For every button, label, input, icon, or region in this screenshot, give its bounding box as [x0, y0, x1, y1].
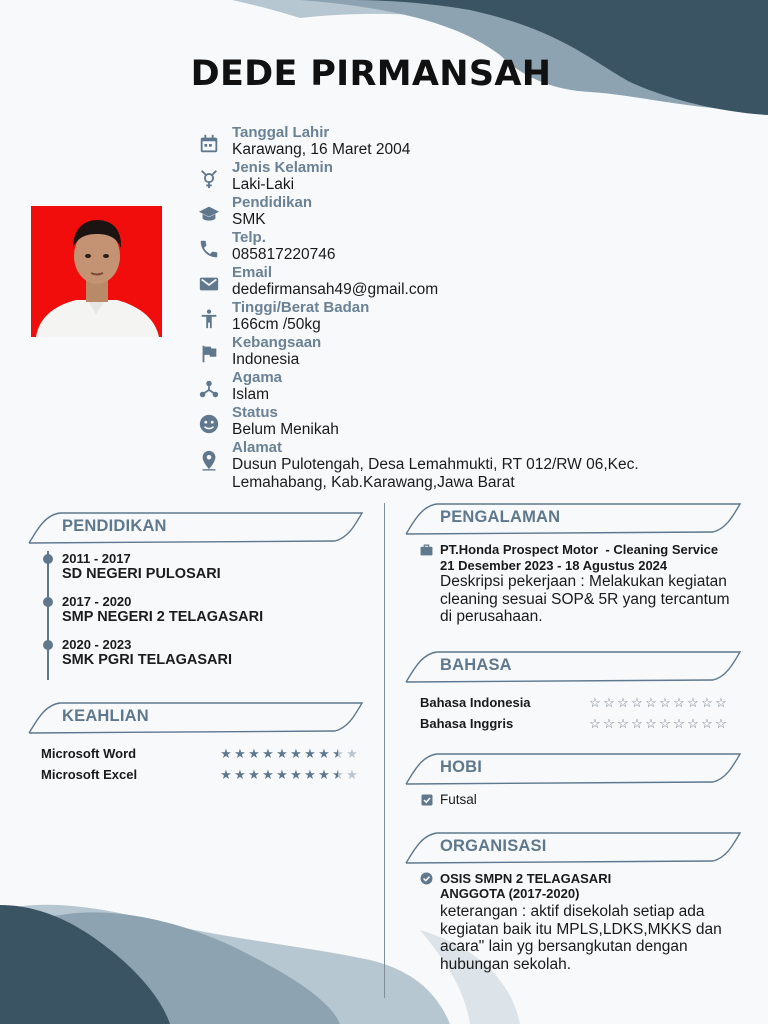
email-icon — [198, 273, 220, 295]
star-icon: ★ — [262, 767, 274, 782]
skill-name: Microsoft Excel — [41, 767, 138, 782]
personal-info — [198, 124, 758, 495]
star-icon: ★ — [332, 746, 344, 761]
star-icon: ☆ — [603, 716, 615, 731]
star-icon: ☆ — [631, 716, 643, 731]
star-icon: ☆ — [603, 695, 615, 710]
star-icon: ★ — [318, 746, 330, 761]
address-value: Dusun Pulotengah, Desa Lemahmukti, RT 012/RW 06,Kec. Lemahabang, Kab.Karawang,Jawa Barat — [232, 456, 639, 491]
info-value: Laki-Laki — [232, 176, 295, 193]
star-icon: ☆ — [631, 695, 643, 710]
skill-rating-stars — [219, 767, 359, 783]
experience-company: PT.Honda Prospect Motor - Cleaning Service — [440, 542, 719, 557]
education-item — [62, 551, 221, 582]
hobby-item: Futsal — [440, 792, 477, 807]
star-icon: ★ — [220, 767, 232, 782]
info-row-email — [198, 264, 758, 299]
section-title-education: PENDIDIKAN — [62, 517, 167, 535]
organization-name: OSIS SMPN 2 TELAGASARI — [440, 871, 612, 886]
star-icon: ☆ — [687, 695, 699, 710]
section-title-organization: ORGANISASI — [440, 837, 547, 855]
briefcase-icon — [420, 544, 433, 556]
info-row-religion — [198, 369, 758, 404]
skill-row — [41, 767, 366, 785]
language-name: Bahasa Indonesia — [420, 695, 531, 710]
language-name: Bahasa Inggris — [420, 716, 514, 731]
check-circle-icon — [420, 872, 433, 885]
info-value: dedefirmansah49@gmail.com — [232, 281, 439, 298]
info-label: Agama — [232, 369, 283, 386]
star-icon: ★ — [248, 767, 260, 782]
star-icon: ★ — [346, 746, 358, 761]
education-years: 2017 - 2020 — [62, 594, 132, 609]
phone-icon — [198, 238, 220, 260]
star-icon: ★ — [220, 746, 232, 761]
organization-description: keterangan : aktif disekolah setiap ada kegiatan baik itu MPLS,LDKS,MKKS dan acara" lain yg bersangkutan dengan hubungan sekolah. — [440, 903, 722, 973]
info-row-phone — [198, 229, 758, 264]
star-icon: ☆ — [659, 695, 671, 710]
star-icon: ★ — [276, 767, 288, 782]
info-row-education — [198, 194, 758, 229]
info-row-address — [198, 439, 758, 495]
star-icon: ☆ — [701, 695, 713, 710]
organization-role: ANGGOTA (2017-2020) — [440, 886, 580, 901]
info-label: Email — [232, 264, 273, 281]
star-icon: ★ — [234, 746, 246, 761]
section-title-languages: BAHASA — [440, 656, 512, 674]
star-icon: ☆ — [617, 716, 629, 731]
star-icon: ★ — [290, 746, 302, 761]
profile-photo — [31, 206, 162, 337]
education-years: 2020 - 2023 — [62, 637, 132, 652]
star-icon: ★ — [262, 746, 274, 761]
location-pin-icon — [198, 449, 220, 471]
gender-icon — [198, 168, 220, 190]
star-icon: ☆ — [589, 716, 601, 731]
star-icon: ☆ — [715, 716, 727, 731]
flag-icon — [198, 343, 220, 365]
info-row-status — [198, 404, 758, 439]
info-value: SMK — [232, 211, 266, 228]
skill-rating-stars — [219, 746, 359, 762]
info-label: Pendidikan — [232, 194, 313, 211]
info-row-gender — [198, 159, 758, 194]
star-icon: ★ — [318, 767, 330, 782]
info-row-birth — [198, 124, 758, 159]
section-title-experience: PENGALAMAN — [440, 508, 561, 526]
full-name: DEDE PIRMANSAH — [190, 54, 552, 94]
checkbox-icon — [421, 794, 433, 806]
language-rating-stars — [588, 695, 728, 711]
info-label: Kebangsaan — [232, 334, 322, 351]
language-rating-stars — [588, 716, 728, 732]
section-title-skills: KEAHLIAN — [62, 707, 149, 725]
star-icon: ★ — [234, 767, 246, 782]
info-label: Tanggal Lahir — [232, 124, 330, 141]
star-icon: ★ — [276, 746, 288, 761]
star-icon: ★ — [346, 767, 358, 782]
info-label: Telp. — [232, 229, 266, 246]
info-value: Karawang, 16 Maret 2004 — [232, 141, 411, 158]
skill-name: Microsoft Word — [41, 746, 137, 761]
star-icon: ☆ — [701, 716, 713, 731]
address-label: Alamat — [232, 439, 283, 456]
star-icon: ★ — [332, 767, 344, 782]
person-icon — [198, 308, 220, 330]
education-years: 2011 - 2017 — [62, 551, 131, 566]
education-school: SD NEGERI PULOSARI — [62, 566, 221, 582]
info-value: 166cm /50kg — [232, 316, 321, 333]
star-icon: ★ — [304, 746, 316, 761]
section-title-hobby: HOBI — [440, 758, 483, 776]
graduation-cap-icon — [198, 203, 220, 225]
info-value: 085817220746 — [232, 246, 336, 263]
info-label: Status — [232, 404, 278, 421]
education-item — [62, 637, 232, 668]
network-icon — [198, 378, 220, 400]
star-icon: ☆ — [659, 716, 671, 731]
info-value: Islam — [232, 386, 270, 403]
info-value: Indonesia — [232, 351, 300, 368]
education-school: SMP NEGERI 2 TELAGASARI — [62, 609, 264, 625]
star-icon: ☆ — [673, 716, 685, 731]
star-icon: ★ — [304, 767, 316, 782]
star-icon: ☆ — [687, 716, 699, 731]
info-row-body — [198, 299, 758, 334]
info-row-nationality — [198, 334, 758, 369]
experience-period: 21 Desember 2023 - 18 Agustus 2024 — [440, 558, 668, 573]
mood-icon — [198, 413, 220, 435]
education-item — [62, 594, 263, 625]
skill-row — [41, 746, 366, 764]
info-label: Jenis Kelamin — [232, 159, 333, 176]
star-icon: ☆ — [645, 695, 657, 710]
info-value: Belum Menikah — [232, 421, 339, 438]
star-icon: ☆ — [645, 716, 657, 731]
star-icon: ☆ — [715, 695, 727, 710]
info-label: Tinggi/Berat Badan — [232, 299, 370, 316]
calendar-icon — [198, 133, 220, 155]
experience-description: Deskripsi pekerjaan : Melakukan kegiatan cleaning sesuai SOP& 5R yang tercantum di perusahaan. — [440, 573, 730, 625]
star-icon: ★ — [248, 746, 260, 761]
star-icon: ★ — [290, 767, 302, 782]
education-school: SMK PGRI TELAGASARI — [62, 652, 232, 668]
star-icon: ☆ — [673, 695, 685, 710]
column-divider — [384, 503, 385, 998]
star-icon: ☆ — [617, 695, 629, 710]
star-icon: ☆ — [589, 695, 601, 710]
